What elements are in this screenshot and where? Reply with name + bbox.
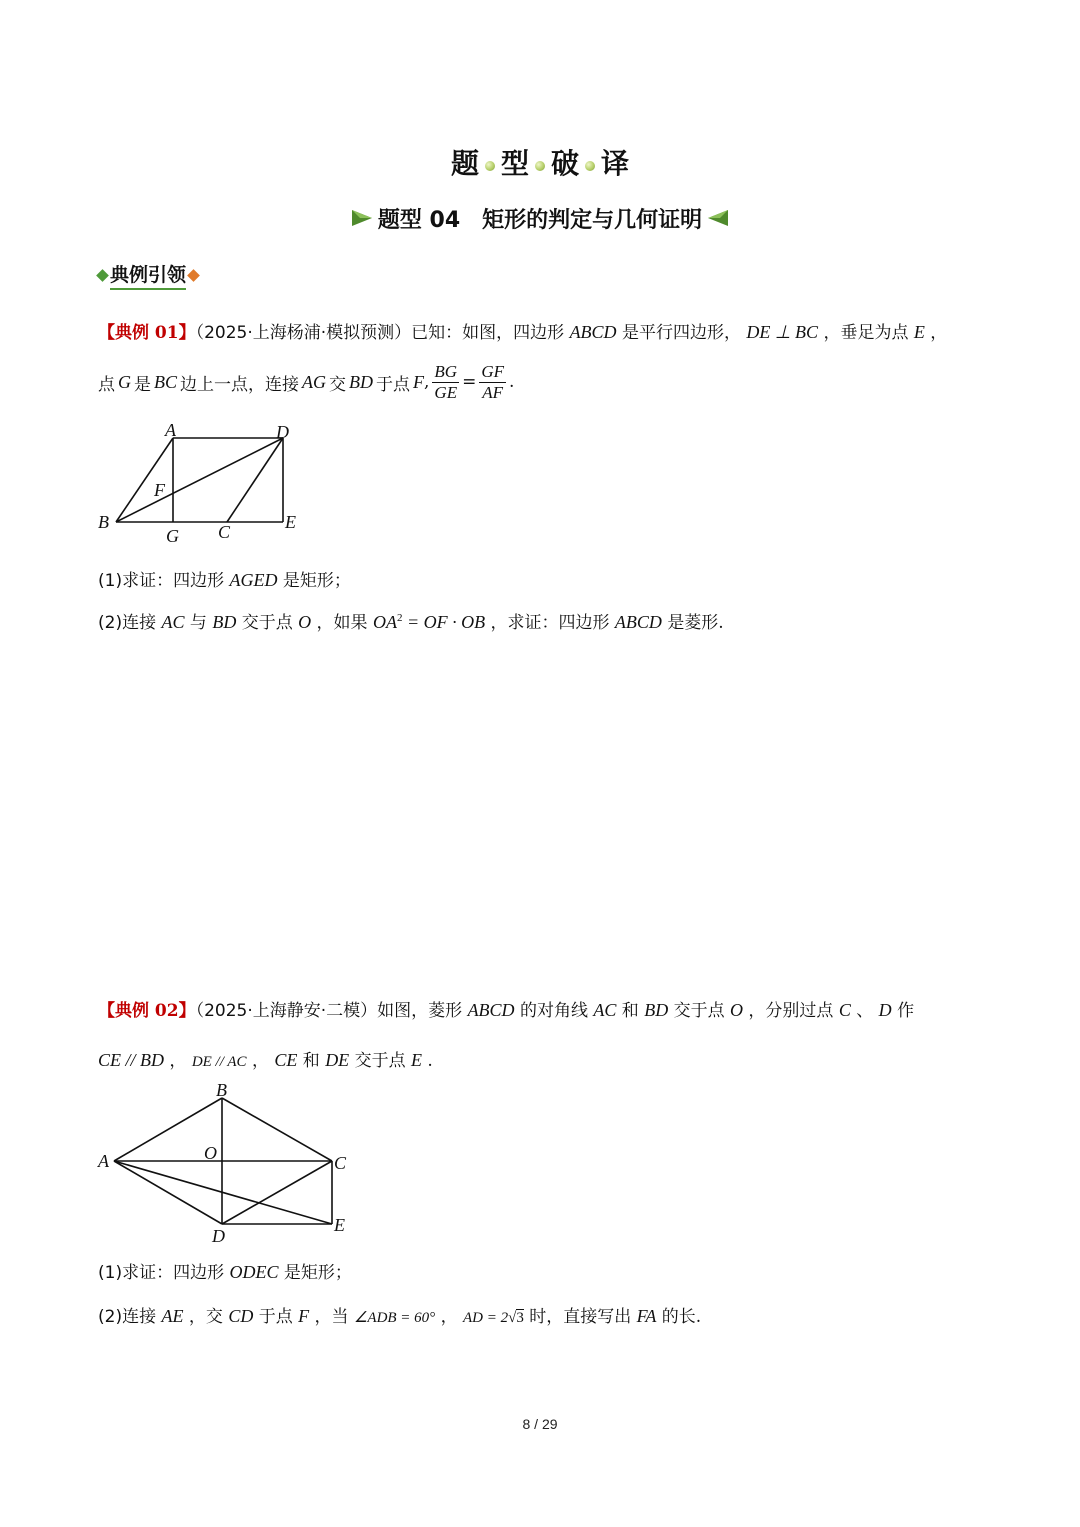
vertex-label: G xyxy=(166,526,179,546)
example-source: （2025·上海杨浦·模拟预测） xyxy=(195,323,412,343)
vertex-label: B xyxy=(98,512,109,532)
math-var: O xyxy=(298,612,312,632)
example2-line2 xyxy=(98,1046,433,1071)
text: 交 xyxy=(329,374,347,395)
figure-parallelogram xyxy=(90,418,320,550)
text: 求证：四边形 xyxy=(122,1263,225,1283)
math-var: D xyxy=(878,1000,892,1020)
math-var: BC xyxy=(154,371,178,392)
text: 交于点 xyxy=(673,1001,725,1021)
diamond-icon xyxy=(187,269,200,282)
section-subtitle: 题型 04 矩形的判定与几何证明 xyxy=(377,207,703,233)
page-title xyxy=(0,140,1080,184)
arrow-left-icon xyxy=(706,208,730,228)
question-number: (1) xyxy=(98,1263,123,1283)
text: 是 xyxy=(134,374,151,395)
math-var: ABCD xyxy=(569,322,617,342)
text: 交于点 xyxy=(241,613,293,633)
text: 时，直接写出 xyxy=(529,1307,632,1327)
text: . xyxy=(509,372,515,393)
title-char: 译 xyxy=(601,147,630,180)
text: 是矩形； xyxy=(283,1263,352,1283)
diamond-icon xyxy=(96,269,109,282)
math-expr xyxy=(373,612,485,632)
math-var: CE xyxy=(274,1050,298,1070)
math-expr: ∠ADB = 60° xyxy=(353,1310,436,1326)
text: 和 xyxy=(621,1001,639,1021)
fraction xyxy=(479,362,506,402)
vertex-label: D xyxy=(276,422,289,442)
text: 的对角线 xyxy=(519,1001,588,1021)
text: 求证：四边形 xyxy=(122,571,225,591)
text: 连接 xyxy=(122,613,157,633)
vertex-label: A xyxy=(165,420,176,440)
text: 连接 xyxy=(122,1307,157,1327)
text: 与 xyxy=(189,613,207,633)
example-label: 【典例 01】 xyxy=(98,323,196,343)
example-source: （2025·上海静安·二模） xyxy=(195,1001,378,1021)
title-char: 破 xyxy=(551,147,580,180)
math-var: AE xyxy=(161,1306,184,1326)
math-var: E xyxy=(411,1050,422,1070)
fraction-denominator: GE xyxy=(434,382,458,402)
fraction-denominator: AF xyxy=(482,382,504,402)
math-var: G xyxy=(118,371,131,392)
example1-question2 xyxy=(98,608,724,633)
subtitle-row xyxy=(0,200,1080,236)
text: 是菱形. xyxy=(667,613,724,633)
math-var: AC xyxy=(161,612,185,632)
example2-question1 xyxy=(98,1258,352,1283)
text: 、 xyxy=(856,1001,874,1021)
example1-line2 xyxy=(98,362,514,402)
fraction-numerator: GF xyxy=(481,362,505,381)
section-heading: 典例引领 xyxy=(110,260,186,290)
vertex-label: B xyxy=(216,1080,227,1100)
math-var: OA xyxy=(372,612,397,632)
math-expr: DE // AC xyxy=(191,1054,247,1070)
math-expr: AD = 2√3 xyxy=(463,1310,524,1326)
text: 已知：如图，四边形 xyxy=(411,323,565,343)
bullet-ball-icon xyxy=(585,161,595,171)
vertex-label: C xyxy=(218,522,231,542)
text: . xyxy=(427,1051,433,1071)
math-expr: CE // BD xyxy=(98,1050,164,1070)
math-var: ABCD xyxy=(614,612,662,632)
math-var: ODEC xyxy=(229,1262,279,1282)
radicand: 3 xyxy=(516,1310,524,1326)
text: 的长. xyxy=(661,1307,702,1327)
text: 点 xyxy=(98,374,115,395)
figure-rhombus xyxy=(90,1074,360,1246)
math-var: AG xyxy=(302,371,327,392)
bullet-ball-icon xyxy=(535,161,545,171)
text: ，分别过点 xyxy=(748,1001,834,1021)
text: 是平行四边形， xyxy=(621,323,741,343)
math-var: BD xyxy=(644,1000,669,1020)
vertex-label: E xyxy=(334,1215,345,1235)
text: 于点 xyxy=(376,374,411,395)
text: 如图，菱形 xyxy=(377,1001,463,1021)
question-number: (1) xyxy=(98,571,123,591)
math-var: CD xyxy=(228,1306,254,1326)
math-var: C xyxy=(838,1000,851,1020)
text: ，垂足为点 xyxy=(823,323,909,343)
math-expr: DE ⊥ BC xyxy=(746,322,819,342)
text: 交于点 xyxy=(354,1051,406,1071)
math-var: E xyxy=(913,322,925,342)
vertex-label: O xyxy=(204,1143,217,1163)
math-var: AC xyxy=(593,1000,617,1020)
example-label: 【典例 02】 xyxy=(98,1001,196,1021)
math-var: O xyxy=(730,1000,744,1020)
example2-question2 xyxy=(98,1302,701,1327)
text: 于点 xyxy=(258,1307,293,1327)
question-number: (2) xyxy=(98,613,123,633)
text: ，如果 xyxy=(316,613,368,633)
vertex-label: A xyxy=(98,1151,109,1171)
vertex-label: D xyxy=(212,1226,225,1246)
math-var: FA xyxy=(636,1306,657,1326)
title-char: 型 xyxy=(500,147,529,180)
text: ， xyxy=(930,323,948,343)
title-char: 题 xyxy=(450,147,479,180)
page-number: 8 / 29 xyxy=(522,1416,558,1432)
fraction xyxy=(432,362,459,402)
text: ，交 xyxy=(188,1307,223,1327)
text: 作 xyxy=(897,1001,915,1021)
text: 是矩形； xyxy=(282,571,351,591)
bullet-ball-icon xyxy=(485,161,495,171)
vertex-label: F xyxy=(154,480,165,500)
math-var: = OF · OB xyxy=(402,612,486,632)
example1-line1 xyxy=(98,318,947,343)
math-var: ABCD xyxy=(467,1000,515,1020)
vertex-label: E xyxy=(285,512,296,532)
fraction-numerator: BG xyxy=(434,362,458,381)
math-var: DE xyxy=(325,1050,350,1070)
text: ，当 xyxy=(314,1307,349,1327)
question-number: (2) xyxy=(98,1307,123,1327)
text: , xyxy=(424,372,430,393)
section-header xyxy=(98,260,198,290)
vertex-label: C xyxy=(334,1153,347,1173)
text: ， xyxy=(440,1307,458,1327)
equals-sign: = xyxy=(462,372,477,393)
math-var: AGED xyxy=(229,570,278,590)
arrow-right-icon xyxy=(350,208,374,228)
math-var: BD xyxy=(349,371,374,392)
math-var: BD xyxy=(212,612,237,632)
example1-question1 xyxy=(98,566,351,591)
text: ， xyxy=(251,1051,269,1071)
example2-line1 xyxy=(98,996,914,1021)
text: ， xyxy=(169,1051,187,1071)
text: 和 xyxy=(302,1051,320,1071)
math-var: F xyxy=(413,371,425,392)
text: 边上一点，连接 xyxy=(180,374,300,395)
math-var: AD = 2 xyxy=(463,1310,509,1326)
text: ，求证：四边形 xyxy=(490,613,610,633)
exponent: 2 xyxy=(396,612,403,624)
math-var: F xyxy=(298,1306,310,1326)
